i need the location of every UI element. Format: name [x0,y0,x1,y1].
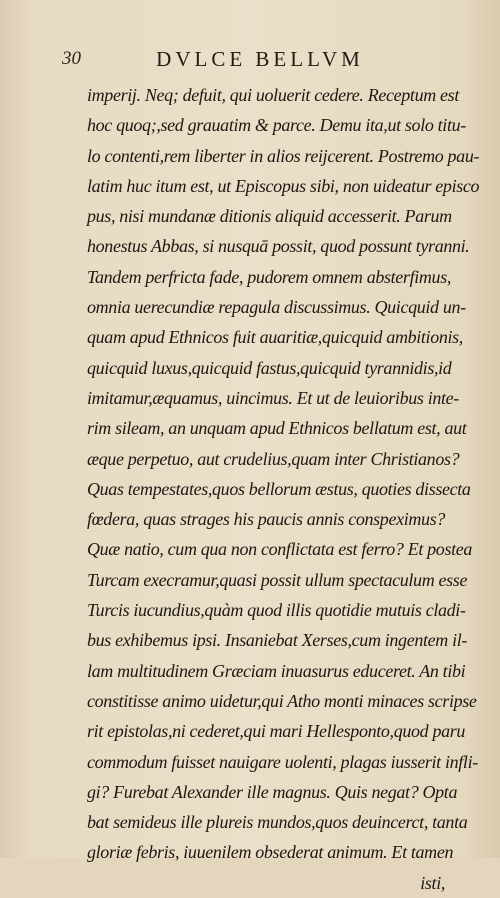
text-line: gloriæ febris, iuuenilem obsederat animum. Et tamen [87,842,454,863]
text-line: latim huc itum est, ut Episcopus sibi, non uideatur episco [87,175,480,196]
text-line: lo contenti,rem liberter in alios reijcerent. Postremo pau- [87,145,480,166]
text-line: pus, nisi mundanæ ditionis aliquid accesserit. Parum [87,206,452,227]
text-line: rit epistolas,ni cederet,qui mari Hellesponto,quod paru [87,721,466,742]
text-line: lam multitudinem Græciam inuasurus educeret. An tibi [87,660,466,681]
text-line: imitamur,æquamus, uincimus. Et ut de leuioribus inte- [87,387,459,408]
text-line: rim sileam, an unquam apud Ethnicos bellatum est, aut [87,418,467,439]
text-line: æque perpetuo, aut crudelius,quam inter Christianos? [87,448,460,469]
text-line: hoc quoq;,sed grauatim & parce. Demu ita,ut solo titu- [87,115,466,136]
text-line: imperij. Neq; defuit, qui uoluerit cedere. Receptum est [87,85,459,105]
text-line: Quæ natio, cum qua non conflictata est ferro? Et postea [87,539,473,560]
running-head: DVLCE BELLVM [156,47,364,71]
text-line: Turcis iucundius,quàm quod illis quotidie mutuis cladi- [87,600,466,621]
text-line: bus exhibemus ipsi. Insaniebat Xerses,cum ingentem il- [87,630,468,651]
body-text [87,80,480,898]
text-line: gi? Furebat Alexander ille magnus. Quis negat? Opta [87,781,458,802]
page-number: 30 [62,48,81,69]
text-line: honestus Abbas, si nusquā possit, quod possunt tyranni. [87,236,470,257]
text-line: omnia uerecundiæ repagula discussimus. Quicquid un- [87,297,466,318]
text-line: bat semideus ille plureis mundos,quos deuincerct, tanta [87,812,468,833]
text-line: quicquid luxus,quicquid fastus,quicquid tyrannidis,id [87,357,452,378]
catchword: isti, [420,872,445,893]
text-line: fœdera, quas strages his paucis annis conspeximus? [87,509,445,530]
text-line: Turcam execramur,quasi possit ullum spectaculum esse [87,569,468,590]
text-line: quam apud Ethnicos fuit auaritiæ,quicquid ambitionis, [87,327,463,348]
text-line: Quas tempestates,quos bellorum æstus, quoties dissecta [87,478,471,499]
text-line: constitisse animo uidetur,qui Atho monti minaces scripse [87,690,477,711]
text-line: commodum fuisset nauigare uolenti, plagas iusserit infli- [87,751,478,772]
text-line: Tandem perfricta fade, pudorem omnem absterfimus, [87,266,451,287]
